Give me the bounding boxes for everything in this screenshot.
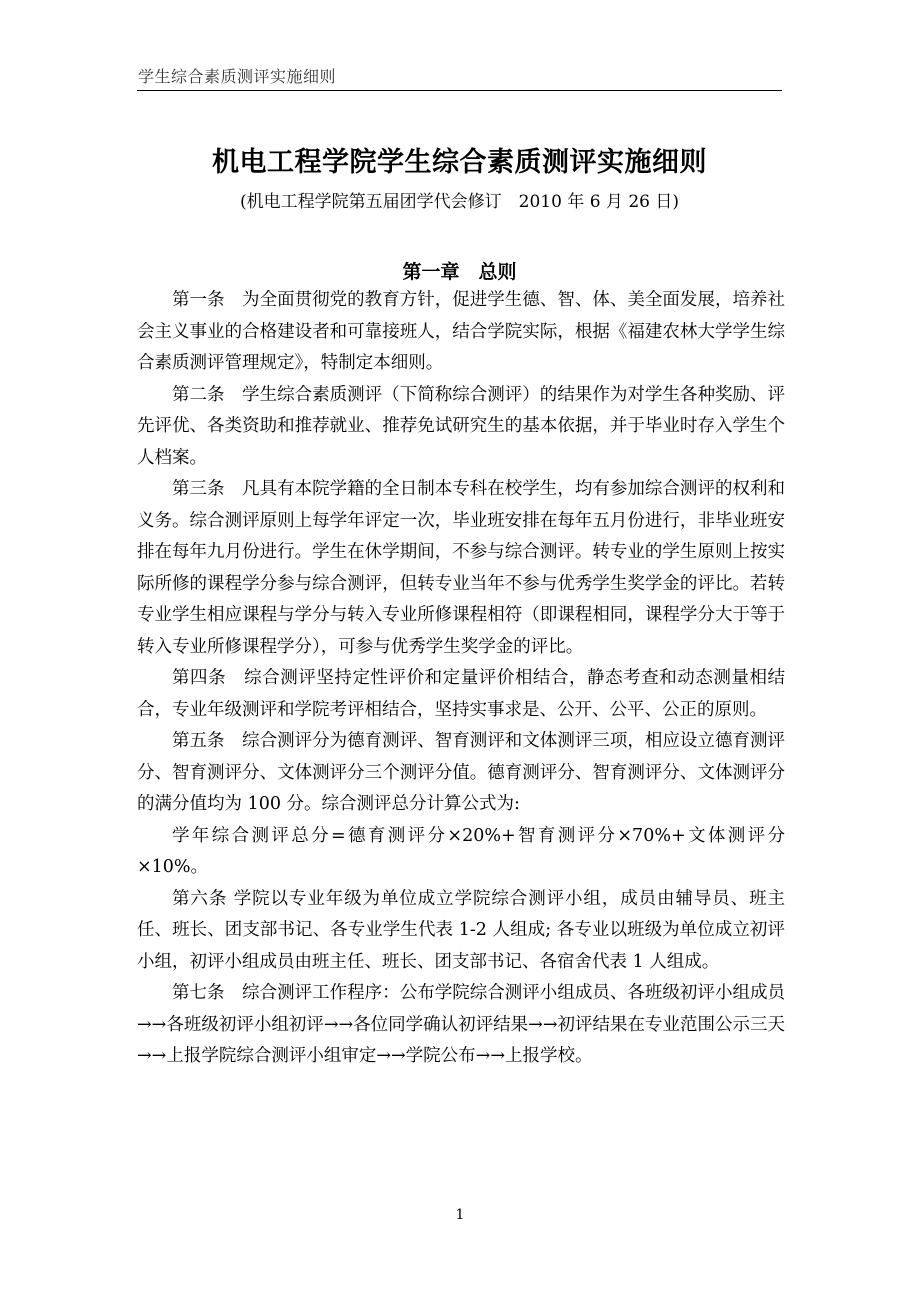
document-subtitle: (机电工程学院第五届团学代会修订 2010 年 6 月 26 日) xyxy=(240,192,679,212)
chapter-heading: 第一章 总则 xyxy=(402,261,517,283)
paragraph-formula: 学年综合测评总分=德育测评分×20%+智育测评分×70%+文体测评分×10%。 xyxy=(137,825,785,877)
paragraph-article-5: 第五条 综合测评分为德育测评、智育测评和文体测评三项，相应设立德育测评分、智育测评分、文体测评分三个测评分值。德育测评分、智育测评分、文体测评分的满分值均为 100 分。综合测评总分计算公式为: xyxy=(137,731,785,814)
paragraph-article-2: 第二条 学生综合素质测评（下简称综合测评）的结果作为对学生各种奖励、评先评优、各类资助和推荐就业、推荐免试研究生的基本依据，并于毕业时存入学生个人档案。 xyxy=(137,384,785,468)
paragraph-article-4: 第四条 综合测评坚持定性评价和定量评价相结合，静态考查和动态测量相结合，专业年级测评和学院考评相结合，坚持实事求是、公开、公平、公正的原则。 xyxy=(137,668,785,720)
running-header: 学生综合素质测评实施细则 xyxy=(138,67,337,86)
paragraph-article-1: 第一条 为全面贯彻党的教育方针，促进学生德、智、体、美全面发展，培养社会主义事业的合格建设者和可靠接班人，结合学院实际，根据《福建农林大学学生综合素质测评管理规定》，特制定本细则。 xyxy=(137,290,785,373)
paragraph-article-6: 第六条 学院以专业年级为单位成立学院综合测评小组，成员由辅导员、班主任、班长、团支部书记、各专业学生代表 1-2 人组成; 各专业以班级为单位成立初评小组，初评小组成员由班主任、班长、团支部书记、各宿舍代表 1 人组成。 xyxy=(137,888,785,972)
document-title: 机电工程学院学生综合素质测评实施细则 xyxy=(212,147,707,178)
paragraph-article-7: 第七条 综合测评工作程序：公布学院综合测评小组成员、各班级初评小组成员→→各班级初评小组初评→→各位同学确认初评结果→→初评结果在专业范围公示三天→→上报学院综合测评小组审定→→学院公布→→上报学校。 xyxy=(137,983,785,1066)
body-text xyxy=(137,285,785,1073)
page-number: 1 xyxy=(455,1207,465,1223)
header-divider xyxy=(137,90,782,91)
paragraph-article-3: 第三条 凡具有本院学籍的全日制本专科在校学生，均有参加综合测评的权利和义务。综合测评原则上每学年评定一次，毕业班安排在每年五月份进行，非毕业班安排在每年九月份进行。学生在休学期间，不参与综合测评。转专业的学生原则上按实际所修的课程学分参与综合测评，但转专业当年不参与优秀学生奖学金的评比。若转专业学生相应课程与学分与转入专业所修课程相符（即课程相同，课程学分大于等于转入专业所修课程学分），可参与优秀学生奖学金的评比。 xyxy=(137,479,785,657)
